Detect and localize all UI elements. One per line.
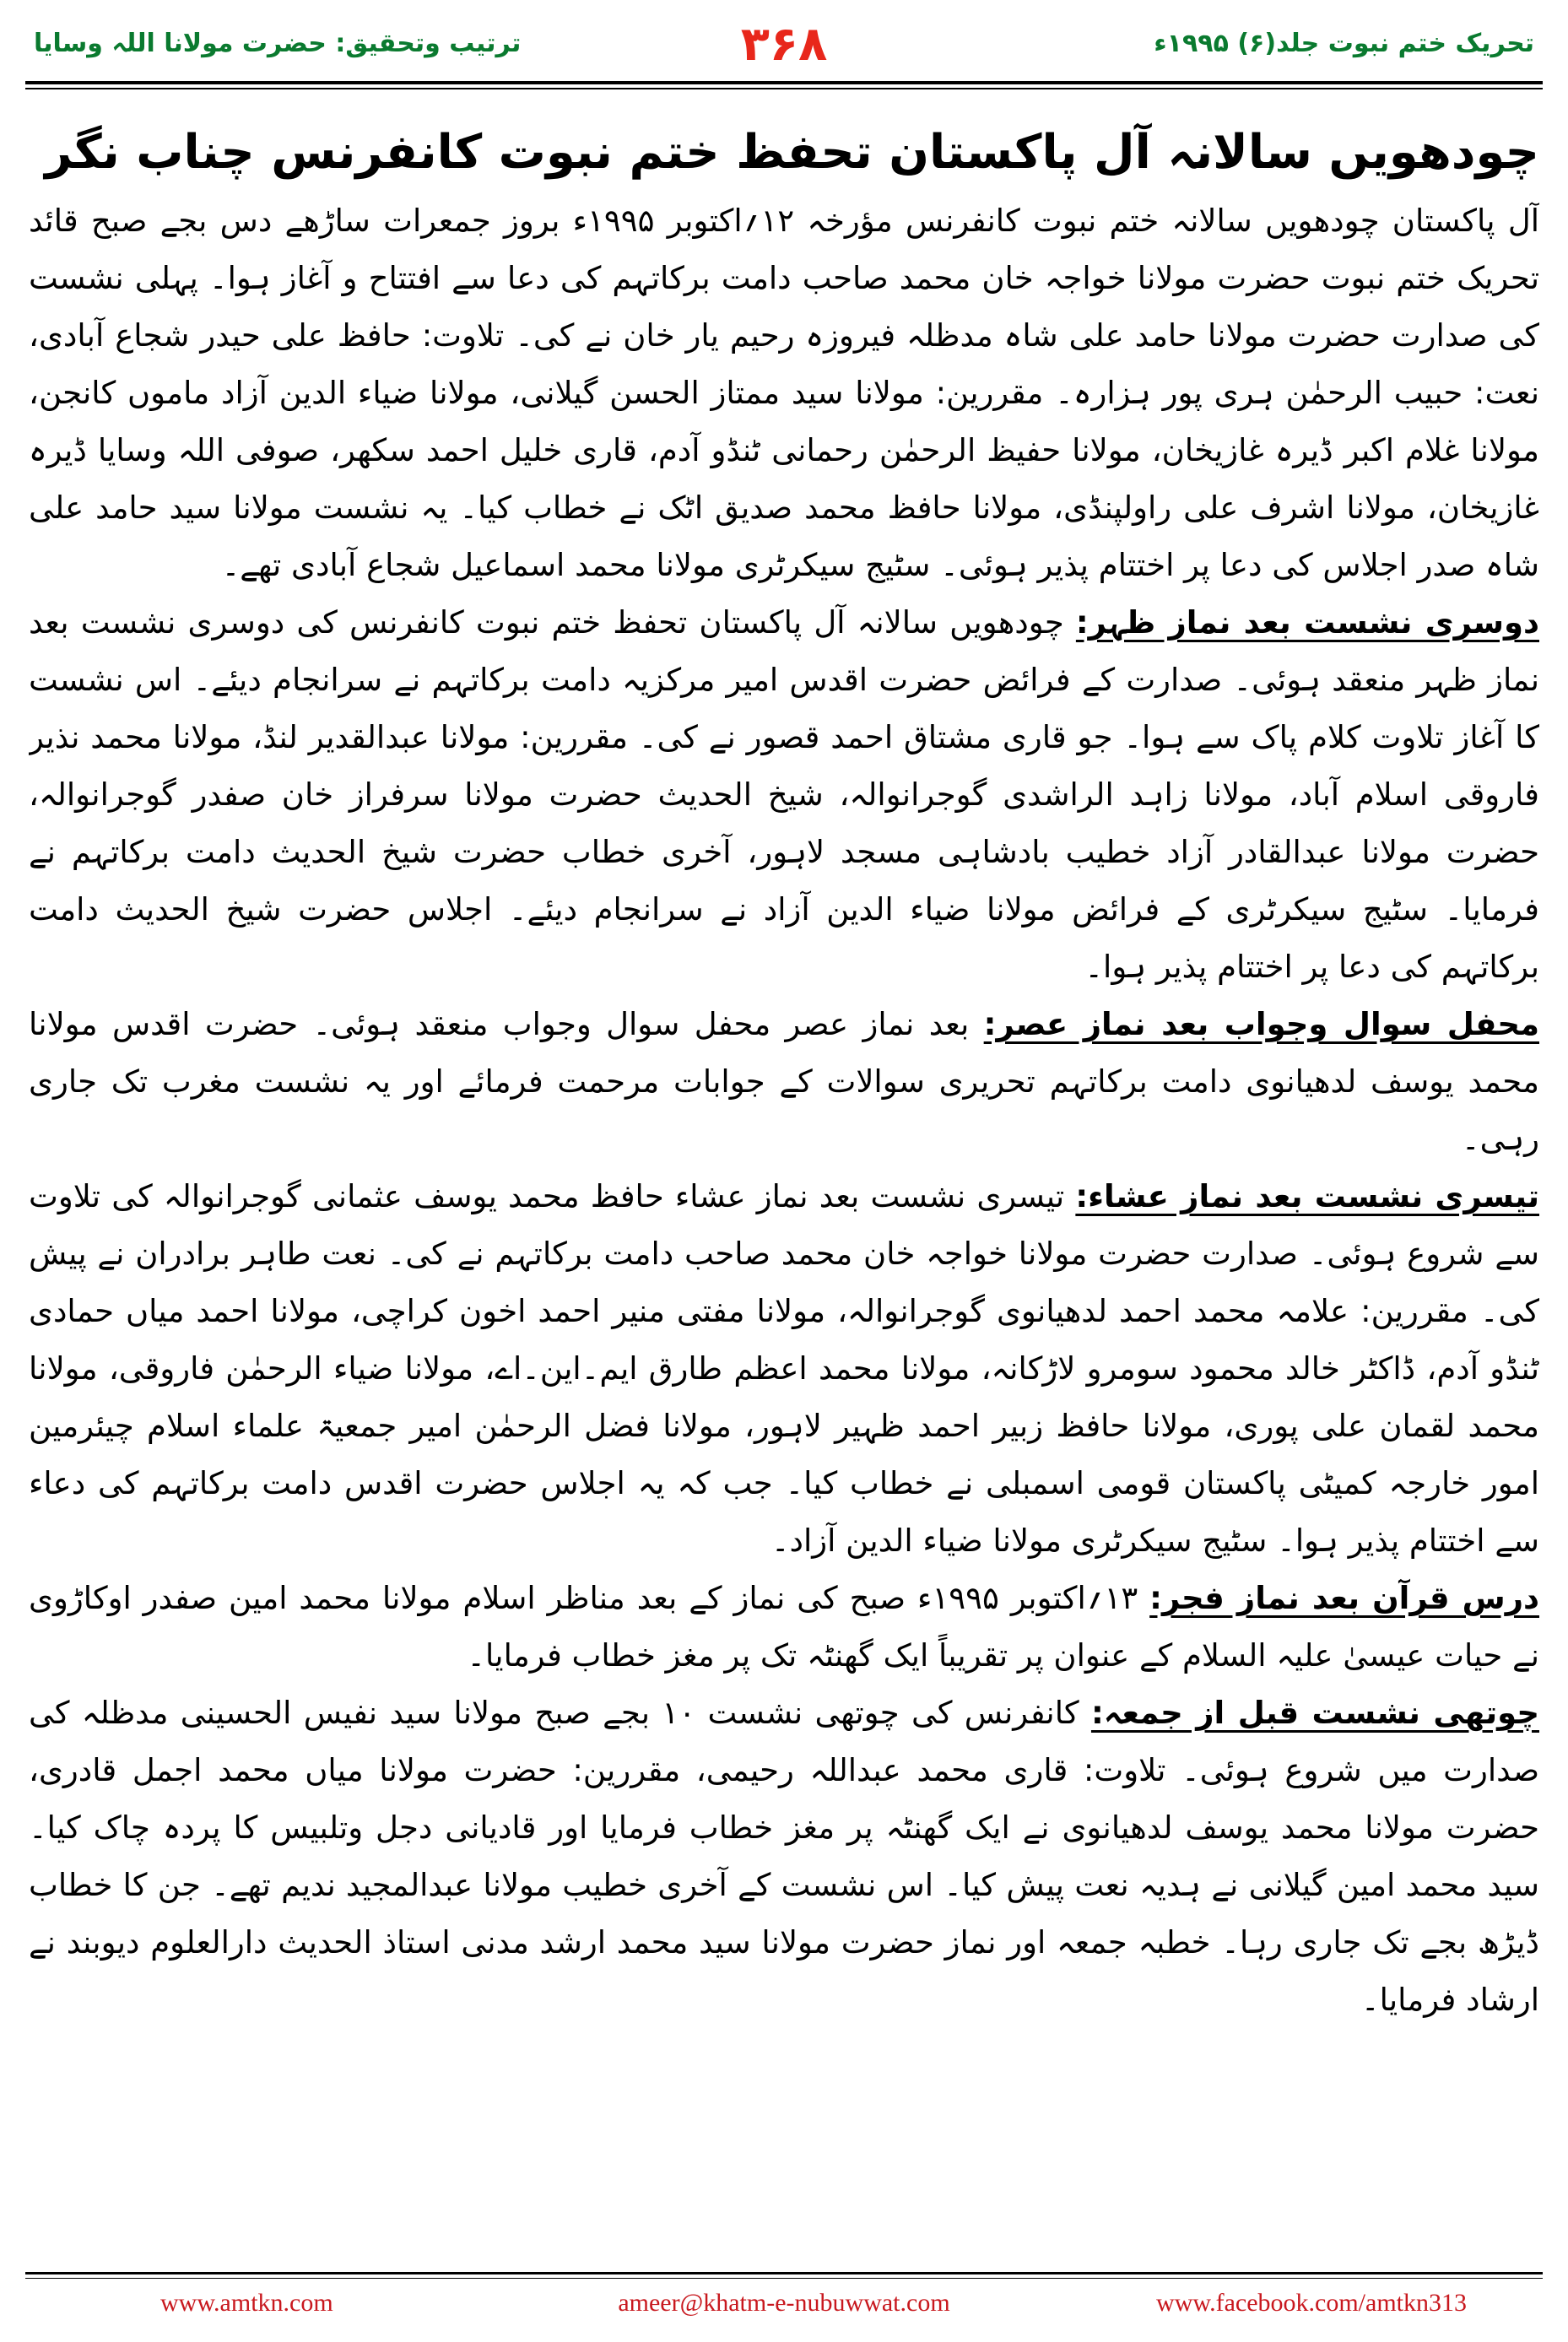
header-rule-thin bbox=[25, 88, 1543, 89]
section-third-session bbox=[29, 1168, 1539, 1570]
footer-rule-thin bbox=[25, 2278, 1543, 2279]
footer-website-link[interactable]: www.amtkn.com bbox=[160, 2289, 333, 2317]
header-compiler: ترتیب وتحقیق: حضرت مولانا اللہ وسایا bbox=[34, 29, 522, 58]
section-qa-session bbox=[29, 996, 1539, 1168]
section-text: چودھویں سالانہ آل پاکستان تحفظ ختم نبوت کانفرنس کی دوسری نشست بعد نماز ظہر منعقد ہوئی۔ صدارت کے فرائض حضرت اقدس امیر مرکزیہ دامت برکاتہم نے سرانجام دیئے۔ اس نشست کا آغاز تلاوت کلام پاک سے ہوا۔ جو قاری مشتاق احمد قصور نے کی۔ مقررین: مولانا عبدالقدیر لنڈ، مولانا محمد نذیر فاروقی اسلام آباد، مولانا زاہد الراشدی گوجرانوالہ، شیخ الحدیث حضرت مولانا سرفراز خان صفدر گوجرانوالہ، حضرت مولانا عبدالقادر آزاد خطیب بادشاہی مسجد لاہور، آخری خطاب حضرت شیخ الحدیث دامت برکاتہم نے فرمایا۔ سٹیج سیکرٹری کے فرائض مولانا ضیاء الدین آزاد نے سرانجام دیئے۔ اجلاس حضرت شیخ الحدیث دامت برکاتہم کی دعا پر اختتام پذیر ہوا۔ bbox=[29, 604, 1539, 985]
header-rule bbox=[25, 81, 1543, 84]
section-intro-text: آل پاکستان چودھویں سالانہ ختم نبوت کانفرنس مؤرخہ ۱۲؍اکتوبر ۱۹۹۵ء بروز جمعرات ساڑھے دس بجے صبح قائد تحریک ختم نبوت حضرت مولانا خواجہ خان محمد صاحب دامت برکاتہم کی دعا سے افتتاح و آغاز ہوا۔ پہلی نشست کی صدارت حضرت مولانا حامد علی شاہ مدظلہ فیروزہ رحیم یار خان نے کی۔ تلاوت: حافظ علی حیدر شجاع آبادی، نعت: حبیب الرحمٰن ہری پور ہزارہ۔ مقررین: مولانا سید ممتاز الحسن گیلانی، مولانا ضیاء الدین آزاد ماموں کانجن، مولانا غلام اکبر ڈیرہ غازیخان، مولانا حفیظ الرحمٰن رحمانی ٹنڈو آدم، قاری خلیل احمد سکھر، صوفی اللہ وسایا ڈیرہ غازیخان، مولانا اشرف علی راولپنڈی، مولانا حافظ محمد صدیق اٹک نے خطاب کیا۔ یہ نشست مولانا سید حامد علی شاہ صدر اجلاس کی دعا پر اختتام پذیر ہوئی۔ سٹیج سیکرٹری مولانا محمد اسماعیل شجاع آبادی تھے۔ bbox=[29, 203, 1539, 583]
section-text: ۱۳؍اکتوبر ۱۹۹۵ء صبح کی نماز کے بعد مناظر اسلام مولانا محمد امین صفدر اوکاڑوی نے حیات عیسیٰ علیہ السلام کے عنوان پر تقریباً ایک گھنٹہ تک پر مغز خطاب فرمایا۔ bbox=[29, 1580, 1539, 1674]
section-heading: چوتھی نشست قبل از جمعہ: bbox=[1090, 1695, 1539, 1731]
page-footer bbox=[25, 2282, 1543, 2329]
section-text: تیسری نشست بعد نماز عشاء حافظ محمد یوسف عثمانی گوجرانوالہ کی تلاوت سے شروع ہوئی۔ صدارت حضرت مولانا خواجہ خان محمد صاحب دامت برکاتہم نے کی۔ نعت طاہر برادران نے پیش کی۔ مقررین: علامہ محمد احمد لدھیانوی گوجرانوالہ، مولانا مفتی منیر احمد اخون کراچی، مولانا احمد میاں حمادی ٹنڈو آدم، ڈاکٹر خالد محمود سومرو لاڑکانہ، مولانا محمد اعظم طارق ایم۔این۔اے، مولانا ضیاء الرحمٰن فاروقی، مولانا محمد لقمان علی پوری، مولانا حافظ زبیر احمد ظہیر لاہور، مولانا فضل الرحمٰن امیر جمعیۃ علماء اسلام چیئرمین امور خارجہ کمیٹی پاکستان قومی اسمبلی نے خطاب کیا۔ جب کہ یہ اجلاس حضرت اقدس دامت برکاتہم کی دعاء سے اختتام پذیر ہوا۔ سٹیج سیکرٹری مولانا ضیاء الدین آزاد۔ bbox=[29, 1178, 1539, 1559]
section-second-session bbox=[29, 594, 1539, 996]
page-title: چودھویں سالانہ آل پاکستان تحفظ ختم نبوت کانفرنس چناب نگر bbox=[45, 125, 1539, 180]
section-fourth-session bbox=[29, 1685, 1539, 2029]
section-heading: دوسری نشست بعد نماز ظہر: bbox=[1075, 604, 1539, 641]
footer-rule bbox=[25, 2272, 1543, 2274]
section-intro bbox=[29, 192, 1539, 594]
page-content bbox=[29, 116, 1539, 2241]
section-text: کانفرنس کی چوتھی نشست ۱۰ بجے صبح مولانا سید نفیس الحسینی مدظلہ کی صدارت میں شروع ہوئی۔ تلاوت: قاری محمد عبداللہ رحیمی، مقررین: حضرت مولانا میاں محمد اجمل قادری، حضرت مولانا محمد یوسف لدھیانوی نے ایک گھنٹہ پر مغز خطاب فرمایا اور قادیانی دجل وتلبیس کا پردہ چاک کیا۔ سید محمد امین گیلانی نے ہدیہ نعت پیش کیا۔ اس نشست کے آخری خطیب مولانا عبدالمجید ندیم تھے۔ جن کا خطاب ڈیڑھ بجے تک جاری رہا۔ خطبہ جمعہ اور نماز حضرت مولانا سید محمد ارشد مدنی استاذ الحدیث دارالعلوم دیوبند نے ارشاد فرمایا۔ bbox=[29, 1695, 1539, 2018]
section-text: بعد نماز عصر محفل سوال وجواب منعقد ہوئی۔ حضرت اقدس مولانا محمد یوسف لدھیانوی دامت برکاتہم تحریری سوالات کے جوابات مرحمت فرمائے اور یہ نشست مغرب تک جاری رہی۔ bbox=[29, 1006, 1539, 1157]
page-header bbox=[25, 17, 1543, 76]
page-number: ۳۶۸ bbox=[740, 17, 828, 72]
header-book-title: تحریک ختم نبوت جلد(۶) ۱۹۹۵ء bbox=[1154, 29, 1534, 58]
footer-email-link[interactable]: ameer@khatm-e-nubuwwat.com bbox=[618, 2289, 950, 2317]
section-quran-lesson bbox=[29, 1570, 1539, 1685]
section-heading: تیسری نشست بعد نماز عشاء: bbox=[1075, 1178, 1539, 1214]
section-heading: درس قرآن بعد نماز فجر: bbox=[1149, 1580, 1539, 1616]
section-heading: محفل سوال وجواب بعد نماز عصر: bbox=[983, 1006, 1539, 1042]
footer-facebook-link[interactable]: www.facebook.com/amtkn313 bbox=[1156, 2289, 1467, 2317]
